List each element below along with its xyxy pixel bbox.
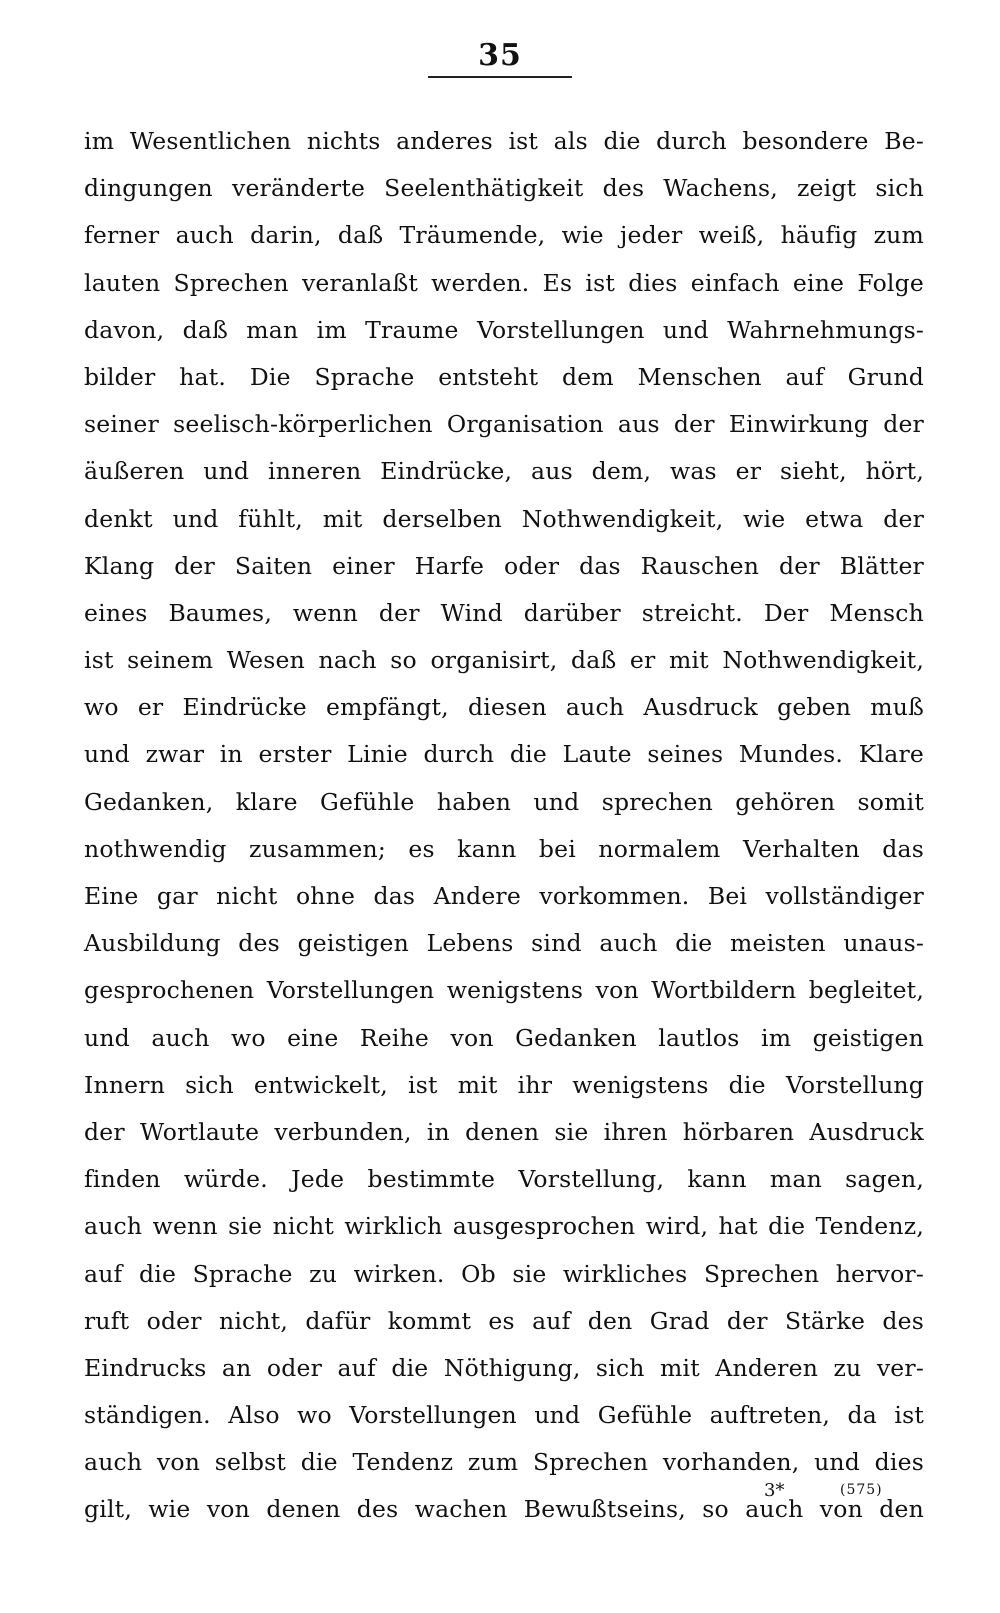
page-number: 35 — [478, 38, 522, 73]
text-line: ist seinem Wesen nach so organisirt, daß er mit Nothwendigkeit, — [84, 646, 924, 675]
text-line: gesprochenen Vorstellungen wenigstens von Wortbildern begleitet, — [84, 976, 924, 1005]
text-line: davon, daß man im Traume Vorstellungen und Wahrnehmungs- — [84, 315, 924, 344]
text-line: ferner auch darin, daß Träumende, wie jeder weiß, häufig zum — [84, 221, 924, 250]
text-line: und zwar in erster Linie durch die Laute seines Mundes. Klare — [84, 740, 924, 769]
text-line: Innern sich entwickelt, ist mit ihr wenigstens die Vorstellung — [84, 1070, 924, 1099]
text-line: ständigen. Also wo Vorstellungen und Gefühle auftreten, da ist — [84, 1401, 924, 1430]
signature-mark: 3* — [764, 1480, 785, 1501]
text-line: äußeren und inneren Eindrücke, aus dem, was er sieht, hört, — [84, 457, 924, 486]
text-line: im Wesentlichen nichts anderes ist als die durch besondere Be- — [84, 127, 924, 155]
text-line: Eindrucks an oder auf die Nöthigung, sich mit Anderen zu ver- — [84, 1353, 924, 1382]
text-line: nothwendig zusammen; es kann bei normalem Verhalten das — [84, 834, 924, 863]
print-reference: (575) — [840, 1482, 883, 1498]
header-rule — [428, 76, 572, 78]
text-line: der Wortlaute verbunden, in denen sie ihren hörbaren Ausdruck — [84, 1117, 924, 1146]
text-line: auch wenn sie nicht wirklich ausgesprochen wird, hat die Tendenz, — [84, 1212, 924, 1241]
body-text — [84, 118, 924, 1534]
text-line: eines Baumes, wenn der Wind darüber streicht. Der Mensch — [84, 598, 924, 627]
text-line: wo er Eindrücke empfängt, diesen auch Ausdruck geben muß — [84, 693, 924, 722]
text-line: gilt, wie von denen des wachen Bewußtseins, so auch von den — [84, 1495, 924, 1524]
text-line: Klang der Saiten einer Harfe oder das Rauschen der Blätter — [84, 551, 924, 580]
text-line: auf die Sprache zu wirken. Ob sie wirkliches Sprechen hervor- — [84, 1259, 924, 1288]
text-line: finden würde. Jede bestimmte Vorstellung, kann man sagen, — [84, 1165, 924, 1194]
text-line: denkt und fühlt, mit derselben Nothwendigkeit, wie etwa der — [84, 504, 924, 533]
text-line: lauten Sprechen veranlaßt werden. Es ist dies einfach eine Folge — [84, 268, 924, 297]
text-line: auch von selbst die Tendenz zum Sprechen vorhanden, und dies — [84, 1448, 924, 1477]
page-footer — [0, 1480, 1000, 1510]
text-line: bilder hat. Die Sprache entsteht dem Menschen auf Grund — [84, 362, 924, 391]
text-line: ruft oder nicht, dafür kommt es auf den Grad der Stärke des — [84, 1306, 924, 1335]
text-line: Ausbildung des geistigen Lebens sind auch die meisten unaus- — [84, 929, 924, 958]
text-line: seiner seelisch-körperlichen Organisation aus der Einwirkung der — [84, 410, 924, 439]
text-line: dingungen veränderte Seelenthätigkeit des Wachens, zeigt sich — [84, 174, 924, 203]
text-line: Eine gar nicht ohne das Andere vorkommen. Bei vollständiger — [84, 882, 924, 910]
text-line: Gedanken, klare Gefühle haben und sprechen gehören somit — [84, 787, 924, 816]
text-line: und auch wo eine Reihe von Gedanken lautlos im geistigen — [84, 1023, 924, 1052]
